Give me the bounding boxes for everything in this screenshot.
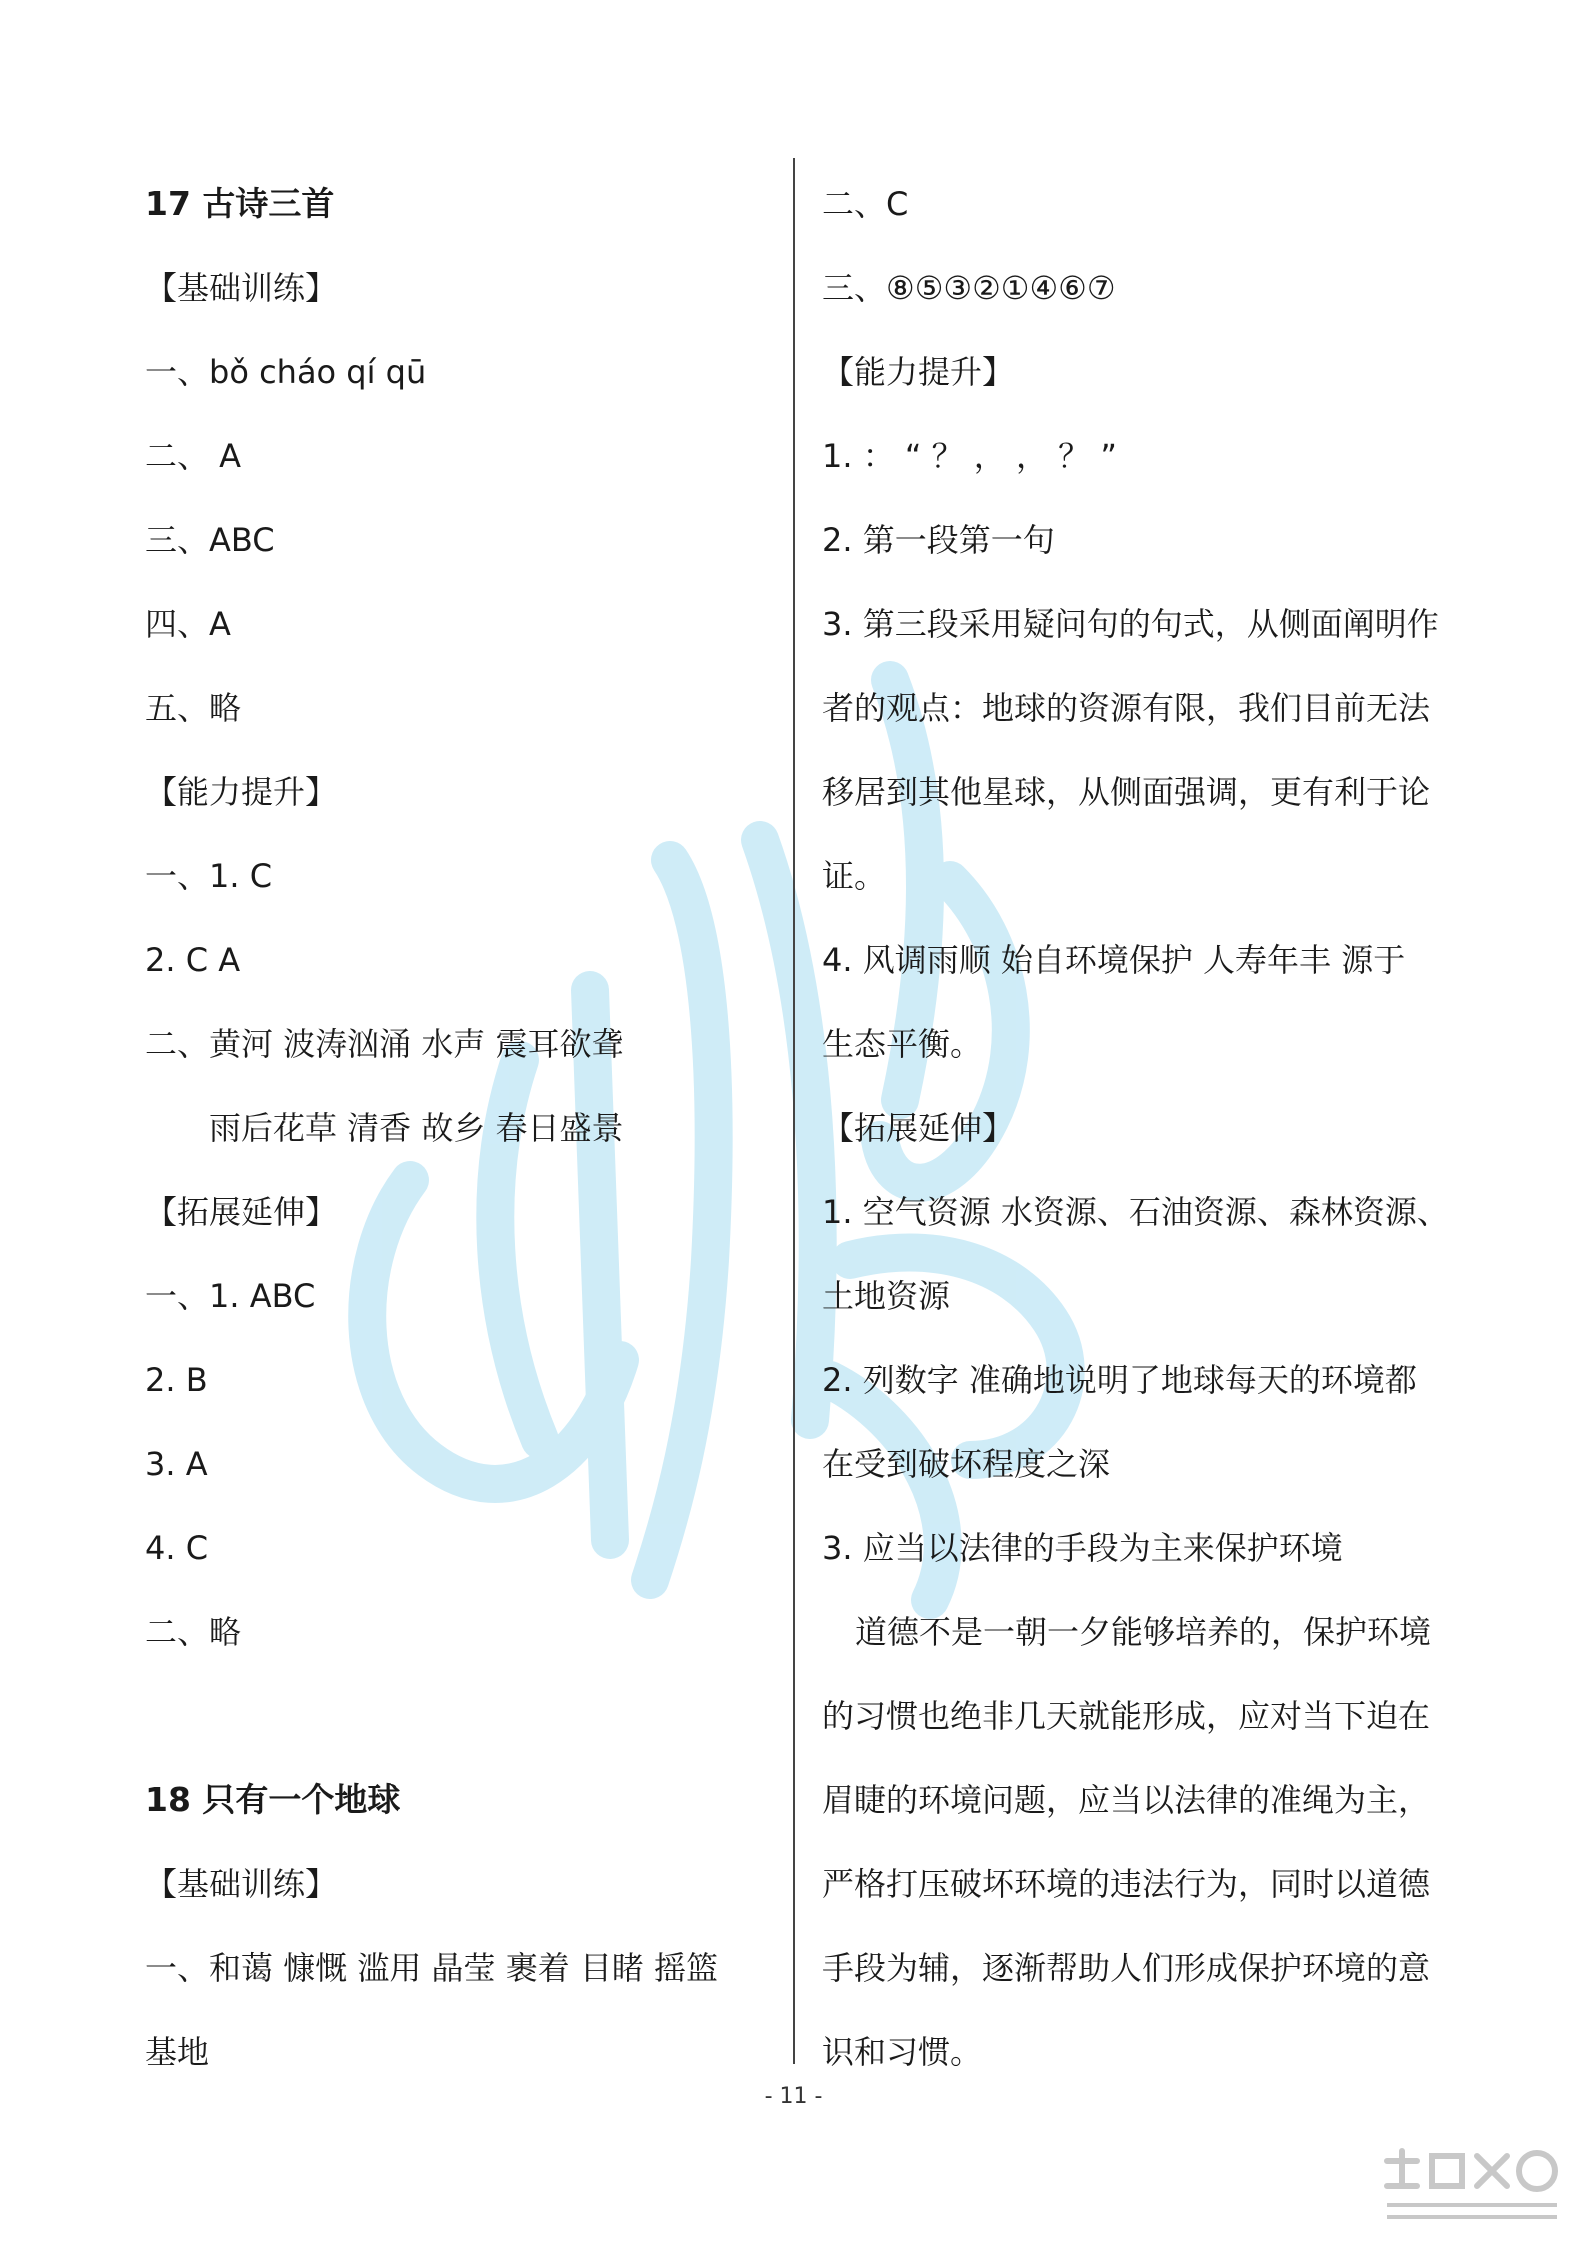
answer-line: 移居到其他星球，从侧面强调，更有利于论 [822,773,1431,811]
answer-line: 二、略 [145,1613,242,1651]
answer-line: 者的观点：地球的资源有限，我们目前无法 [822,689,1431,727]
heading-ability-improvement: 【能力提升】 [145,773,338,811]
answer-line: 五、略 [145,689,242,727]
answer-line: 一、1. C [145,857,273,895]
heading-basic-training: 【基础训练】 [145,269,338,307]
answer-line: 3. A [145,1445,208,1483]
answer-line: 二、黄河 波涛汹涌 水声 震耳欲聋 [145,1025,624,1063]
site-logo-icon [1377,2141,1567,2231]
answer-line: 基地 [145,2033,210,2071]
page-number: - 11 - [764,2084,823,2109]
answer-line: 证。 [822,857,887,895]
answer-line: 雨后花草 清香 故乡 春日盛景 [209,1109,624,1147]
answer-line: 一、和蔼 慷慨 滥用 晶莹 裹着 目睹 摇篮 [145,1949,719,1987]
heading-ability-improvement: 【能力提升】 [822,353,1015,391]
heading-basic-training: 【基础训练】 [145,1865,338,1903]
answer-line: 眉睫的环境问题，应当以法律的准绳为主， [822,1781,1431,1819]
answer-line: 生态平衡。 [822,1025,983,1063]
answer-line: 识和习惯。 [822,2033,983,2071]
answer-line: 2. C A [145,941,241,979]
answer-line: 的习惯也绝非几天就能形成，应对当下迫在 [822,1697,1431,1735]
answer-line: 二、C [822,185,909,223]
heading-extension: 【拓展延伸】 [145,1193,338,1231]
answer-line: 土地资源 [822,1277,951,1315]
answer-line: 4. C [145,1529,209,1567]
answer-line: 三、ABC [145,521,275,559]
answer-line: 在受到破坏程度之深 [822,1445,1111,1483]
section-title-18: 18 只有一个地球 [145,1780,401,1819]
answer-line: 四、A [145,605,231,643]
answer-line: 2. 第一段第一句 [822,521,1055,559]
answer-line: 道德不是一朝一夕能够培养的，保护环境 [855,1613,1432,1651]
answer-line: 1. 空气资源 水资源、石油资源、森林资源、 [822,1193,1449,1231]
answer-line: 一、1. ABC [145,1277,316,1315]
answer-line: 手段为辅，逐渐帮助人们形成保护环境的意 [822,1949,1431,1987]
answer-line: 3. 应当以法律的手段为主来保护环境 [822,1529,1343,1567]
answer-line: 1. ： “ ？ ， ， ？ ” [822,437,1117,475]
answer-line: 一、bǒ cháo qí qū [145,353,427,391]
heading-extension: 【拓展延伸】 [822,1109,1015,1147]
answer-line: 2. 列数字 准确地说明了地球每天的环境都 [822,1361,1417,1399]
section-title-17: 17 古诗三首 [145,184,335,223]
answer-line: 三、⑧⑤③②①④⑥⑦ [822,269,1116,307]
answer-line: 二、 A [145,437,242,475]
answer-line: 2. B [145,1361,208,1399]
answer-line: 4. 风调雨顺 始自环境保护 人寿年丰 源于 [822,941,1406,979]
answer-line: 3. 第三段采用疑问句的句式，从侧面阐明作 [822,605,1439,643]
column-divider [793,158,795,2064]
answer-line: 严格打压破坏环境的违法行为，同时以道德 [822,1865,1431,1903]
